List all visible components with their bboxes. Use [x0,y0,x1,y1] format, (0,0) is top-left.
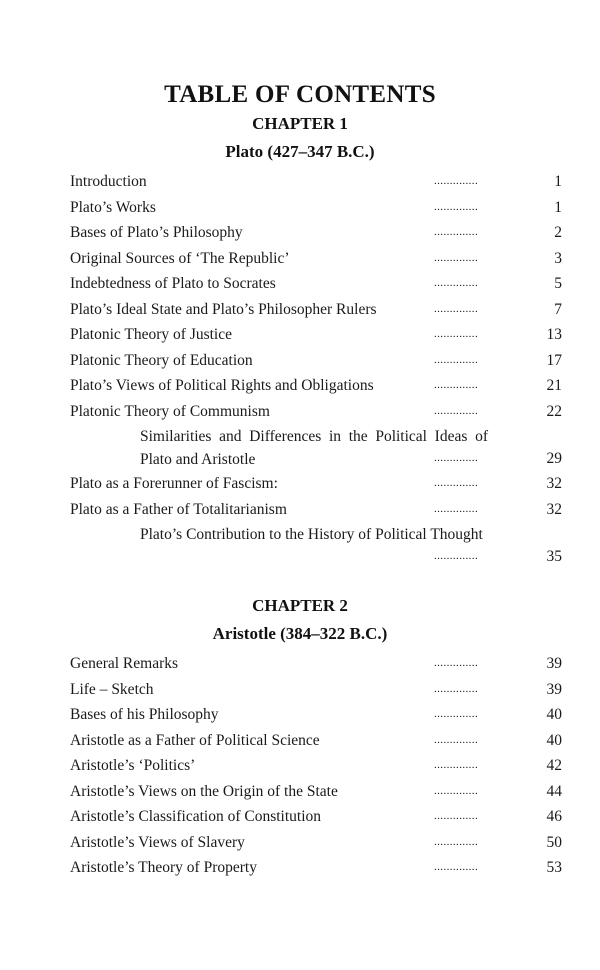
entry-title: Platonic Theory of Justice [70,326,233,343]
entry-leader-dots: .............. [434,502,479,515]
entry-leader-dots: .............. [434,404,479,417]
entry-leader-dots: .............. [434,682,479,695]
chapter-label: CHAPTER 2 [252,596,348,615]
entry-page-number: 32 [546,500,562,518]
entry-page-number: 17 [546,351,562,369]
entry-title: Plato as a Forerunner of Fascism: [70,475,278,492]
chapter-subtitle: Aristotle (384–322 B.C.) [212,624,388,643]
entry-leader-dots: .............. [434,477,479,489]
toc-entry [0,728,600,754]
toc-entry [0,271,600,297]
entry-title: Plato’s Contribution to the History of Political Thought [140,526,483,543]
entry-leader-dots: .............. [434,226,479,238]
toc-entry [0,220,600,246]
entry-page-number: 32 [546,475,562,492]
toc-entry [0,297,600,323]
entry-leader-dots: .............. [434,759,479,771]
toc-entry [0,246,600,272]
entry-page-number: 13 [546,326,562,343]
entry-title: Plato as a Father of Totalitarianism [70,500,287,518]
entry-page-number: 50 [546,833,562,851]
entry-title: Aristotle’s Theory of Property [70,859,257,876]
toc-entry-list [0,651,600,881]
chapter-section-2 [0,595,600,881]
entry-page-number: 39 [546,680,562,698]
entry-page-number: 21 [546,377,562,394]
entry-title: Aristotle’s Views on the Origin of the State [70,782,338,800]
chapter-subtitle: Plato (427–347 B.C.) [225,142,375,161]
entry-leader-dots: .............. [434,175,479,187]
entry-title: Bases of his Philosophy [70,706,219,723]
toc-entry [0,373,600,399]
entry-leader-dots: .............. [434,302,479,315]
entry-page-number: 44 [546,782,562,800]
entry-page-number: 1 [554,173,562,190]
entry-leader-dots: .............. [434,251,479,264]
entry-leader-dots: .............. [434,328,479,340]
entry-leader-dots: .............. [434,733,479,746]
entry-page-number: 40 [546,731,562,749]
entry-leader-dots: .............. [434,549,479,562]
entry-title: Platonic Theory of Communism [70,402,270,420]
entry-leader-dots: .............. [434,784,479,797]
entry-leader-dots: .............. [434,835,479,848]
toc-entry [0,399,600,425]
entry-leader-dots: .............. [434,277,479,289]
entry-page-number: 39 [546,655,562,672]
entry-page-number: 29 [546,449,562,467]
entry-title: Original Sources of ‘The Republic’ [70,249,290,267]
entry-title: Aristotle’s Classification of Constitution [70,808,322,825]
toc-entry [0,471,600,497]
toc-entry [0,779,600,805]
entry-leader-dots: .............. [434,810,479,822]
entry-title: Plato’s Ideal State and Plato’s Philosopher Rulers [70,300,377,318]
entry-leader-dots: .............. [434,657,479,669]
toc-entry [0,195,600,221]
entry-leader-dots: .............. [434,861,479,873]
entry-title: Introduction [70,173,147,190]
entry-leader-dots: .............. [434,379,479,391]
entry-page-number: 2 [554,224,562,241]
entry-title: Aristotle as a Father of Political Science [70,731,320,749]
toc-entry [0,169,600,195]
toc-entry [0,702,600,728]
page-title: TABLE OF CONTENTS [164,81,436,108]
entry-title: Aristotle’s Views of Slavery [70,833,245,851]
entry-page-number: 40 [546,706,562,723]
entry-page-number: 46 [546,808,562,825]
toc-entry [0,497,600,523]
toc-entry [0,322,600,348]
entry-page-number: 1 [554,198,562,216]
entry-title: Life – Sketch [70,680,154,698]
entry-title: Plato’s Works [70,198,156,216]
entry-page-number: 5 [554,275,562,292]
toc-entry [0,651,600,677]
toc-entry [0,522,600,569]
chapter-spacer [0,569,600,595]
entry-leader-dots: .............. [434,708,479,720]
entry-page-number: 35 [546,547,562,565]
chapter-label: CHAPTER 1 [252,114,348,133]
entry-title: Aristotle’s ‘Politics’ [70,757,196,774]
entry-page-number: 42 [546,757,562,774]
entry-page-number: 22 [546,402,562,420]
entry-page-number: 3 [554,249,562,267]
entry-title: Plato’s Views of Political Rights and Obligations [70,377,374,394]
toc-entry-list [0,169,600,569]
entry-page-number: 53 [546,859,562,876]
chapter-section-1 [0,113,600,569]
entry-title: Indebtedness of Plato to Socrates [70,275,276,292]
toc-entry [0,348,600,374]
toc-entry [0,424,600,471]
entry-title: Platonic Theory of Education [70,351,253,369]
entry-leader-dots: .............. [434,353,479,366]
toc-entry [0,830,600,856]
toc-entry [0,804,600,830]
entry-title: Similarities and Differences in the Political Ideas of Plato and Aristotle [140,428,488,468]
toc-entry [0,677,600,703]
entry-title: General Remarks [70,655,179,672]
entry-page-number: 7 [554,300,562,318]
entry-title: Bases of Plato’s Philosophy [70,224,243,241]
toc-entry [0,855,600,881]
entry-leader-dots: .............. [434,200,479,213]
entry-leader-dots: .............. [434,451,479,464]
toc-entry [0,753,600,779]
